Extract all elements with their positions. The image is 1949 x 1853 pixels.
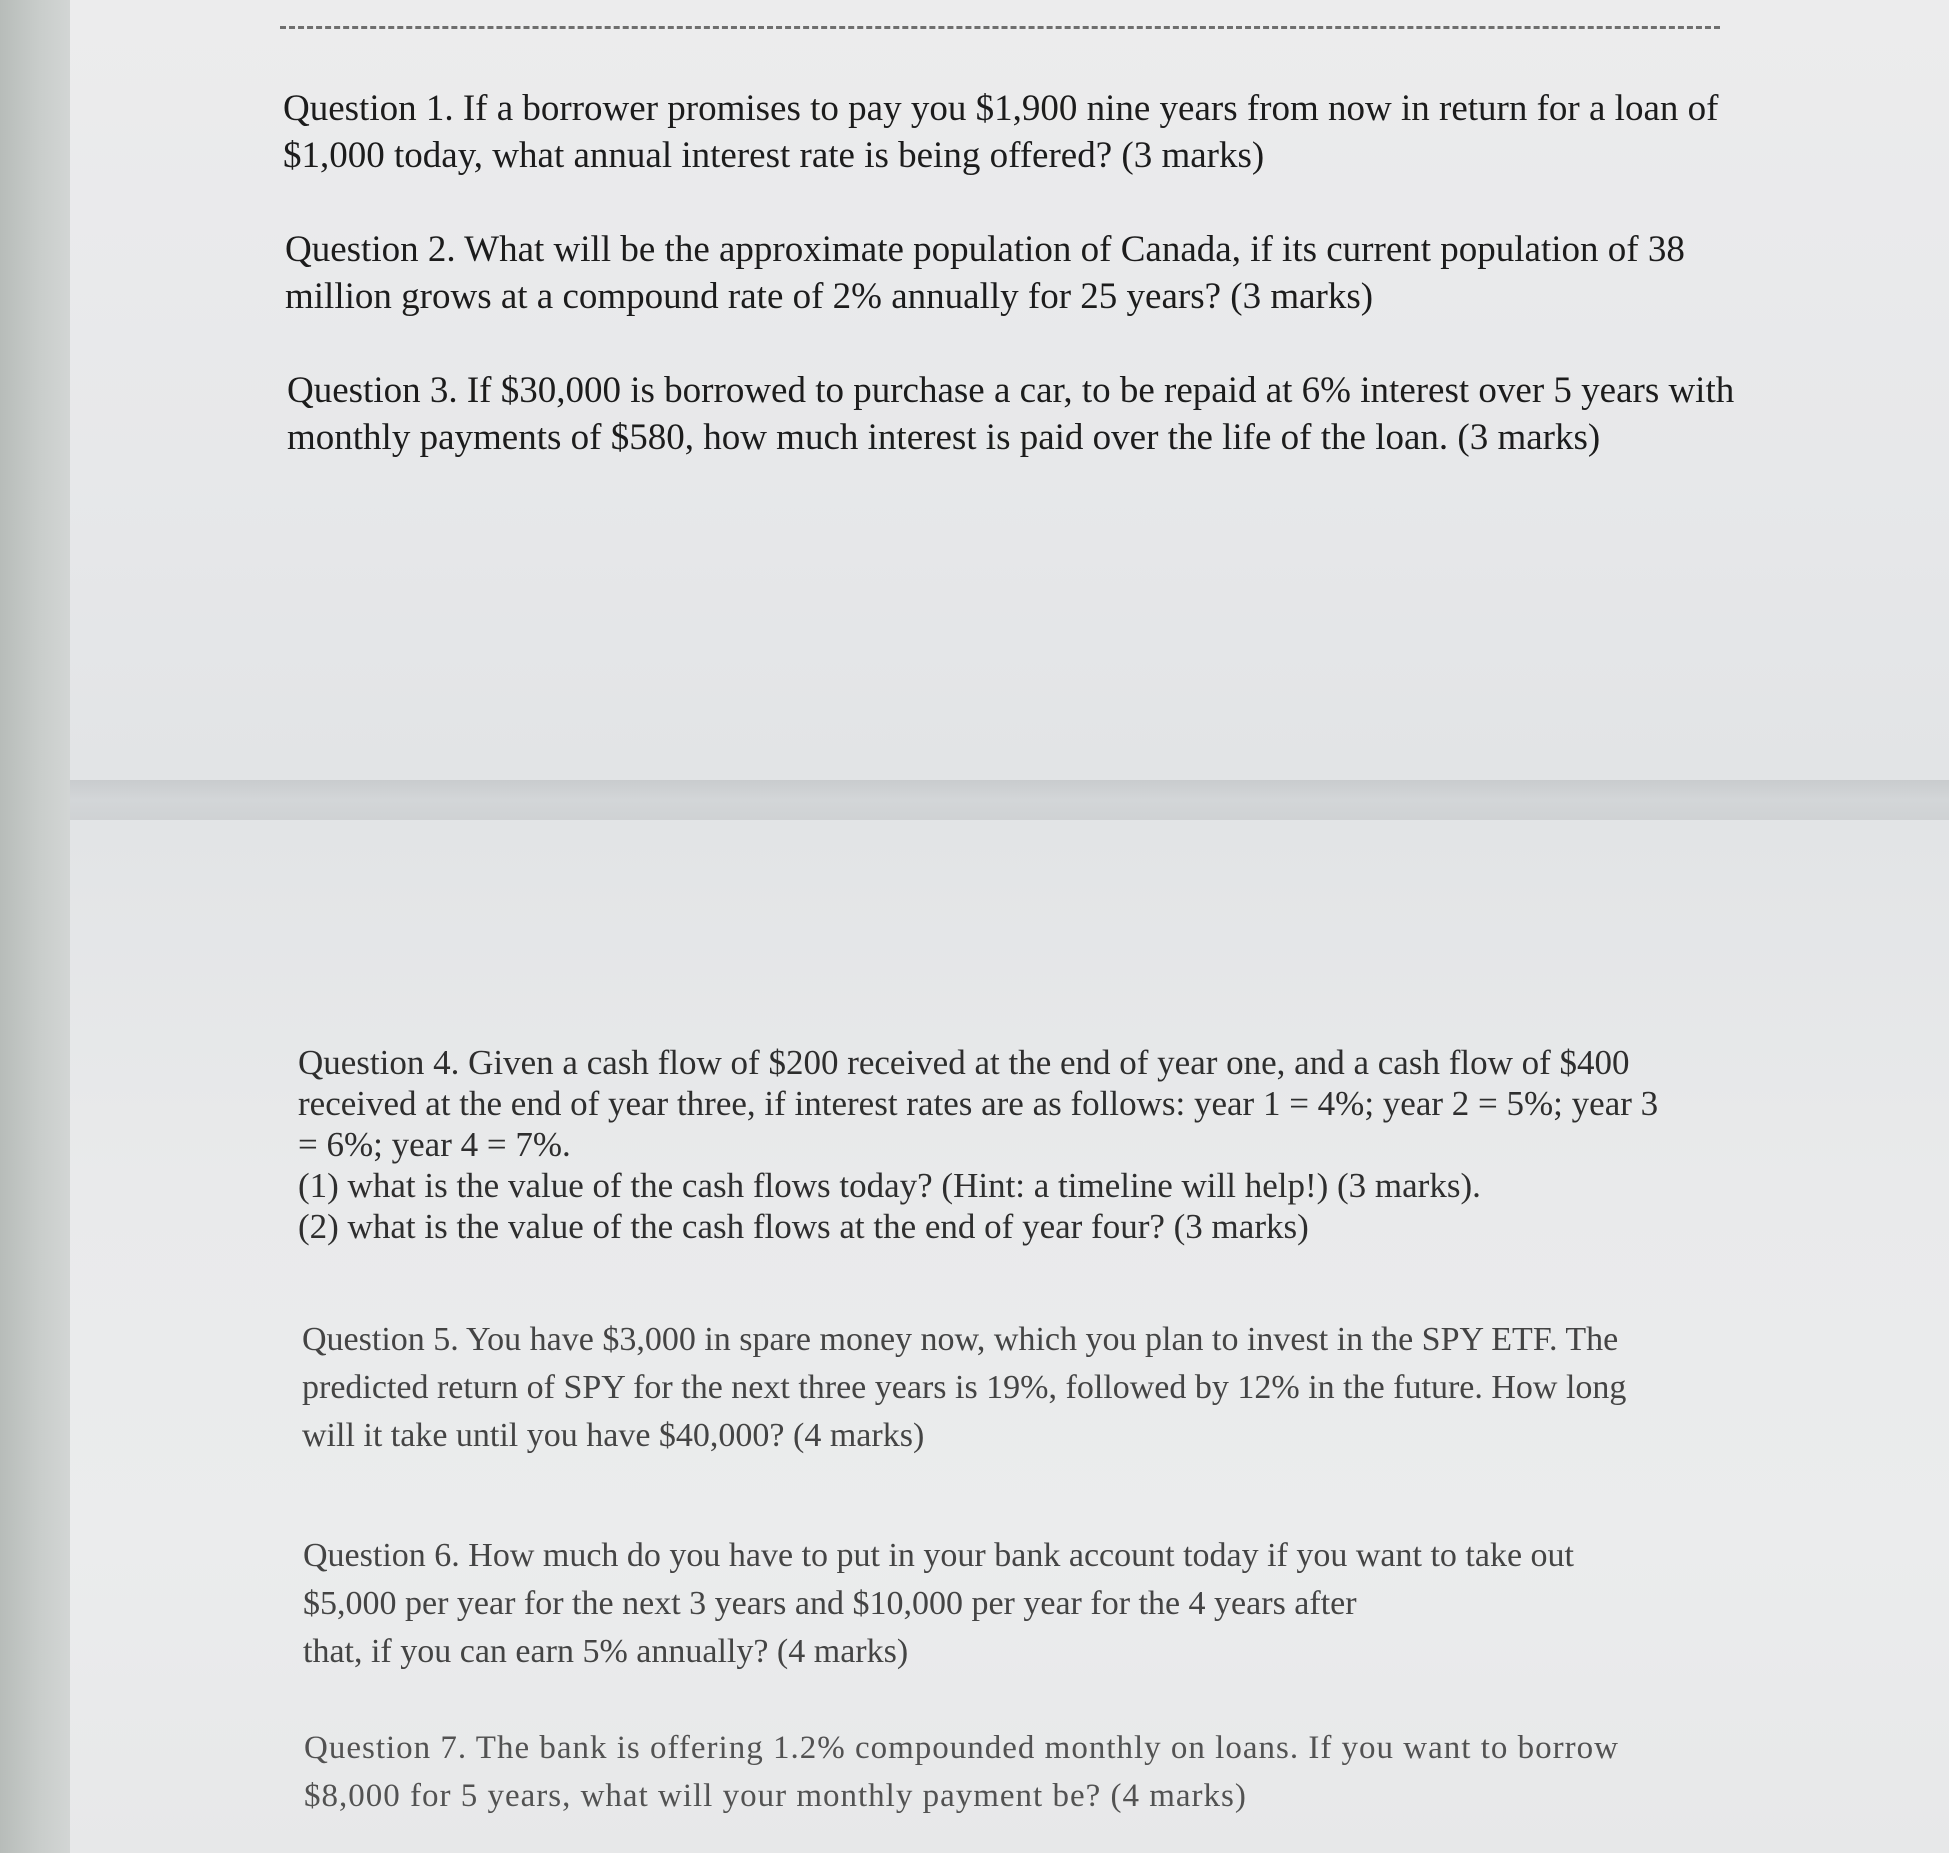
question-7: Question 7. The bank is offering 1.2% compounded monthly on loans. If you want to borrow $8,000 for 5 years, what will your monthly payment be? (4 marks) [304,1730,1619,1814]
question-6: Question 6. How much do you have to put in your bank account today if you want to take out $5,000 per year for the next 3 years and $10,000 per year for the 4 years after that, if you can earn 5% annually? (4 marks) [303,1537,1574,1670]
question-5: Question 5. You have $3,000 in spare money now, which you plan to invest in the SPY ETF. The predicted return of SPY for the next three years is 19%, followed by 12% in the future. How long will it take until you have $40,000? (4 marks) [302,1321,1627,1454]
question-3: Question 3. If $30,000 is borrowed to purchase a car, to be repaid at 6% interest over 5 years with monthly payments of $580, how much interest is paid over the life of the loan. (3 marks) [287,370,1735,458]
question-1: Question 1. If a borrower promises to pay you $1,900 nine years from now in return for a loan of $1,000 today, what annual interest rate is being offered? (3 marks) [283,88,1719,176]
dashed-divider [280,26,1720,29]
question-4: Question 4. Given a cash flow of $200 received at the end of year one, and a cash flow of $400 received at the end of year three, if interest rates are as follows: year 1 = 4%; year 2 = 5%; year 3 = 6%; year 4 = 7%. (1) what is the value of the cash flows today? (Hint: a timeline will help!) (3 marks). (2) what is the value of the cash flows at the end of year four? (3 marks) [298,1043,1659,1246]
page-separator [70,780,1949,820]
question-2: Question 2. What will be the approximate population of Canada, if its current population of 38 million grows at a compound rate of 2% annually for 25 years? (3 marks) [285,229,1685,317]
